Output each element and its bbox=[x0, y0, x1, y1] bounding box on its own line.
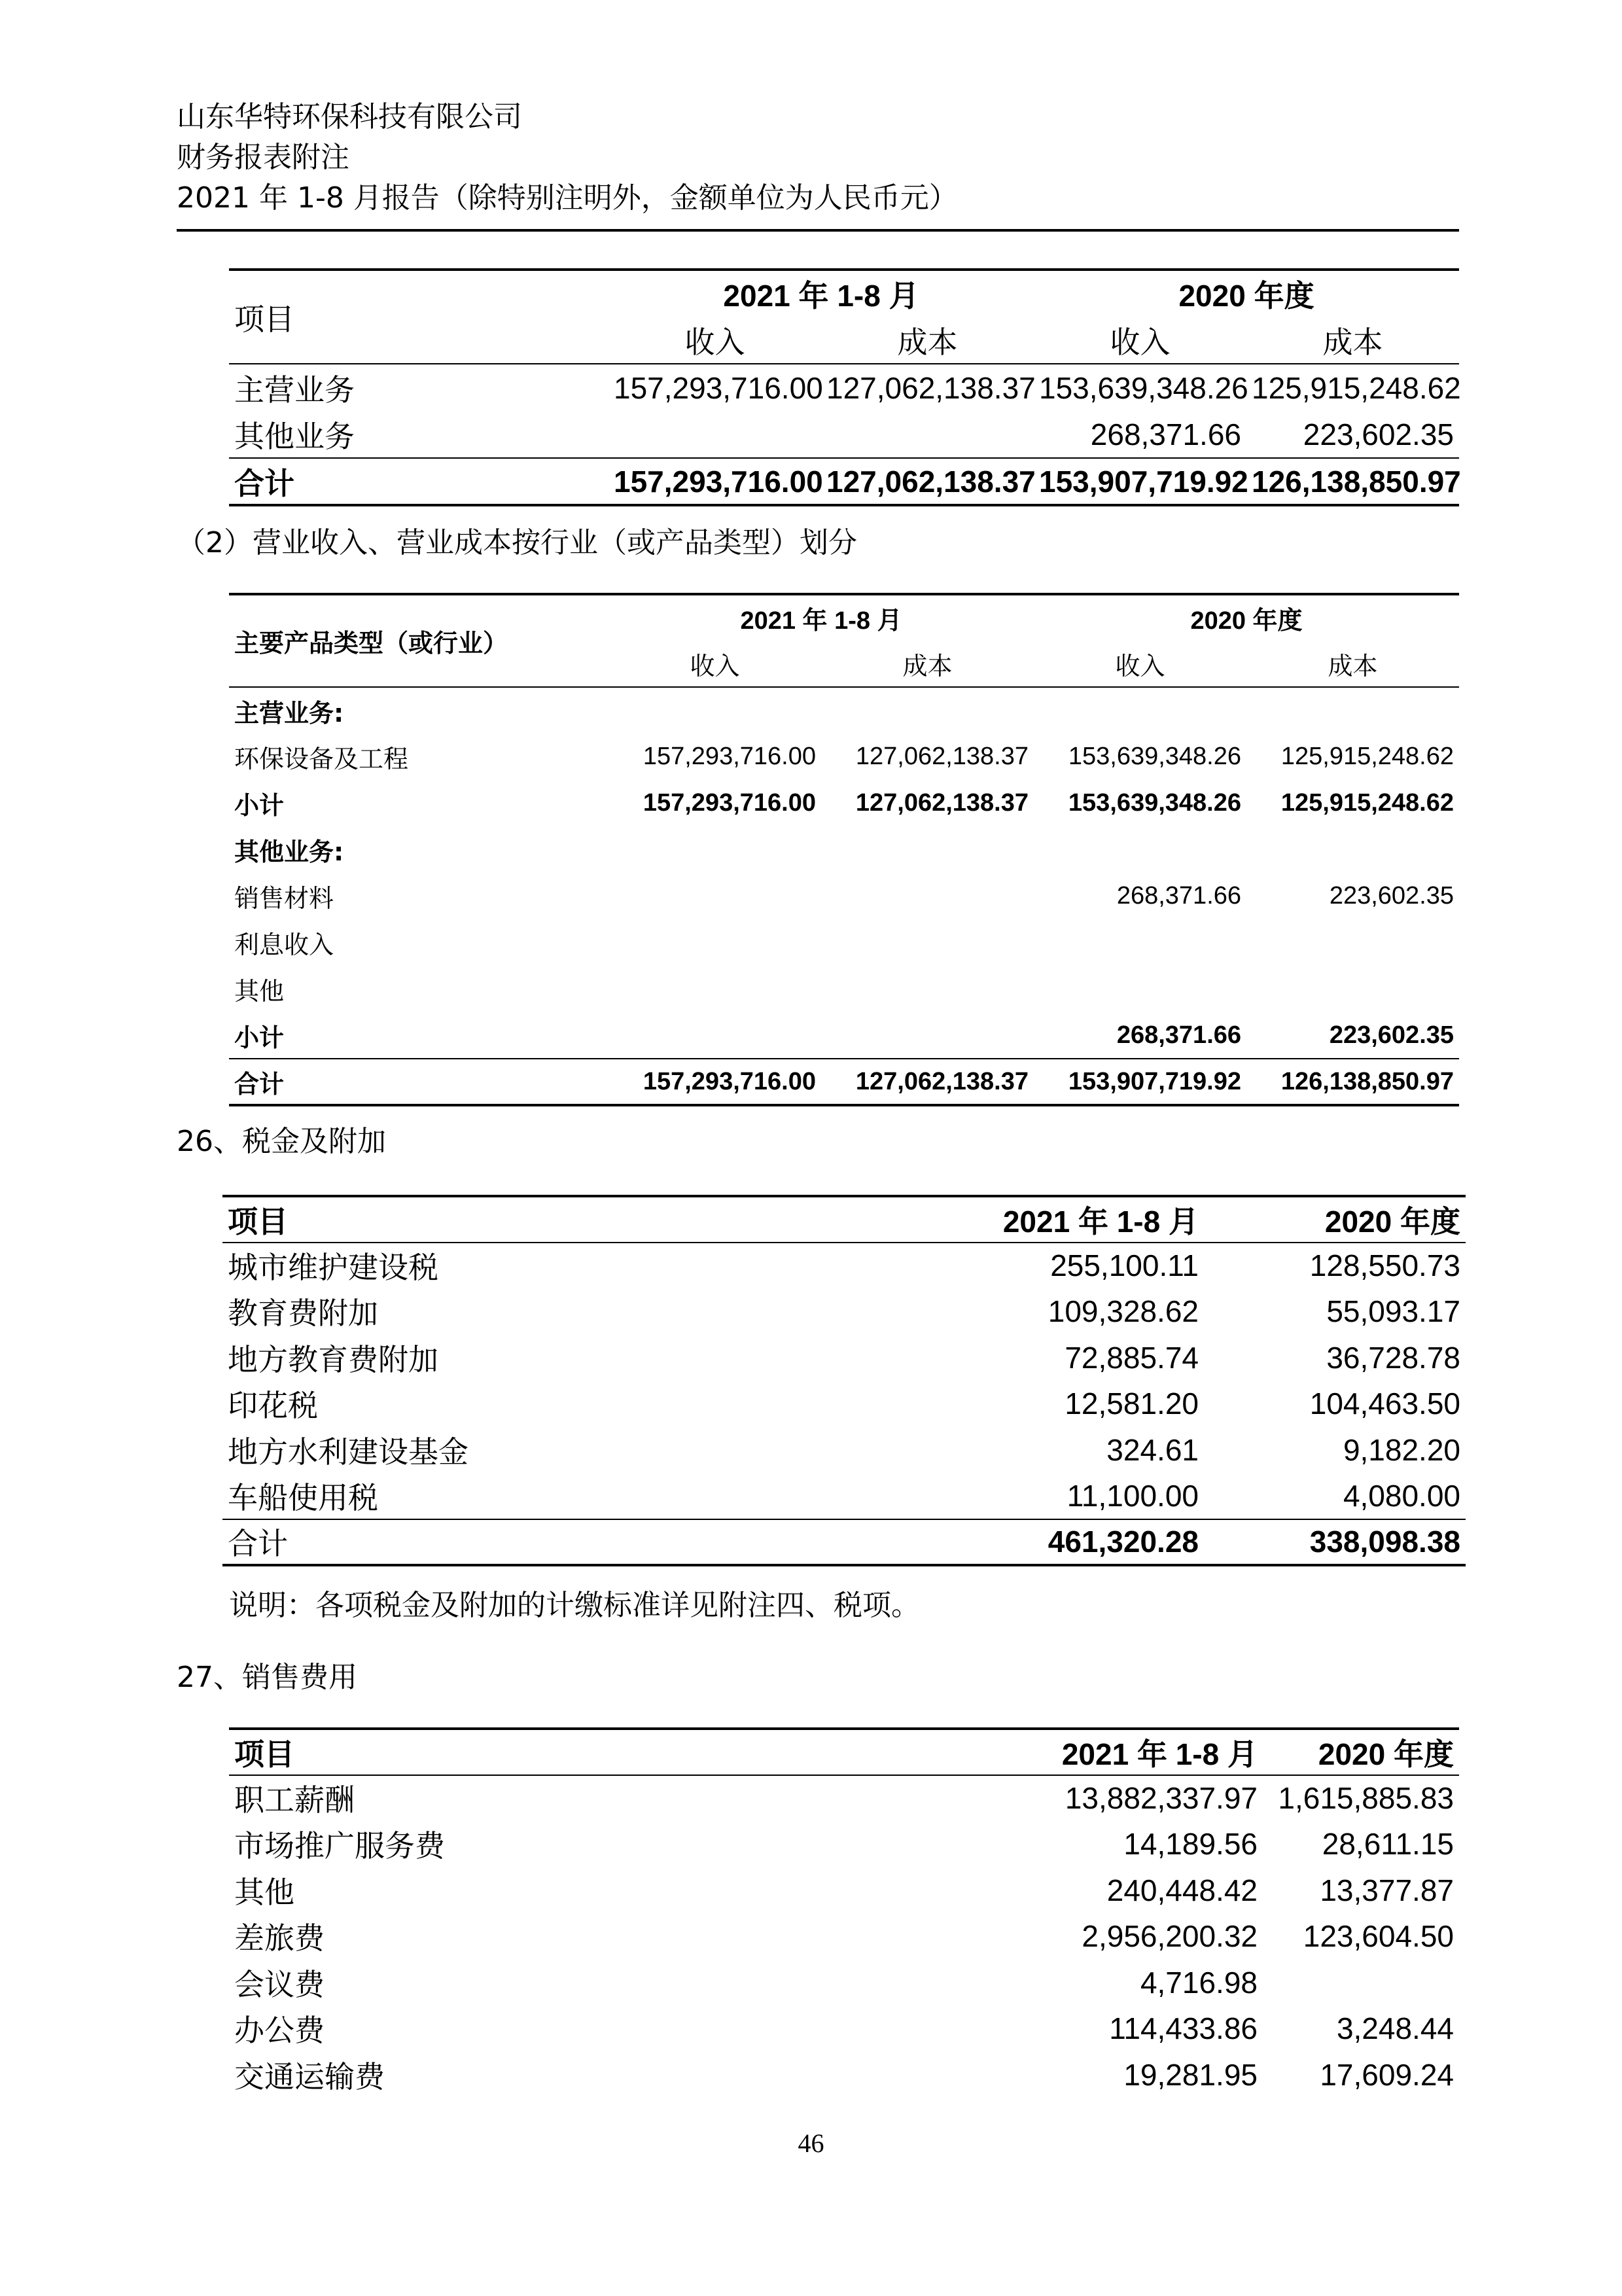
cell-value bbox=[608, 411, 821, 458]
cell-value: 19,281.95 bbox=[1123, 2057, 1258, 2092]
item-header: 项目 bbox=[229, 270, 608, 364]
page-number: 46 bbox=[798, 2128, 824, 2158]
cost-header: 成本 bbox=[1328, 651, 1378, 680]
cell-value: 1,615,885.83 bbox=[1278, 1781, 1454, 1816]
table-row bbox=[222, 1243, 1466, 1289]
cell-value: 223,602.35 bbox=[1303, 417, 1455, 451]
group-row bbox=[229, 826, 1459, 873]
cell-value bbox=[821, 1012, 1034, 1059]
period2-header: 2020 年度 bbox=[1190, 607, 1303, 635]
table-row bbox=[229, 364, 1459, 411]
section-title: 26、税金及附加 bbox=[177, 1125, 386, 1158]
cell-value: 9,182.20 bbox=[1343, 1432, 1460, 1467]
cell-value: 223,602.35 bbox=[1329, 1021, 1455, 1049]
row-label: 合计 bbox=[234, 465, 294, 501]
cell-value: 4,716.98 bbox=[1140, 1965, 1258, 2000]
row-label: 会议费 bbox=[234, 1966, 325, 2002]
cell-value: 127,062,138.37 bbox=[855, 789, 1029, 817]
cell-value: 114,433.86 bbox=[1109, 2011, 1258, 2046]
selling-expenses-table bbox=[229, 1727, 1459, 2098]
cell-value: 157,293,716.00 bbox=[643, 789, 816, 817]
taxes-surcharges-table bbox=[222, 1195, 1466, 1566]
table-row bbox=[222, 1381, 1466, 1427]
company-name: 山东华特环保科技有限公司 bbox=[177, 100, 522, 133]
cell-value: 36,728.78 bbox=[1326, 1340, 1460, 1375]
cell-value: 127,062,138.37 bbox=[826, 464, 1036, 499]
cell-value: 109,328.62 bbox=[1048, 1294, 1199, 1329]
section-title: （2）营业收入、营业成本按行业（或产品类型）划分 bbox=[177, 526, 857, 559]
row-label: 差旅费 bbox=[234, 1920, 325, 1956]
item-header: 主要产品类型（或行业） bbox=[229, 594, 608, 687]
period2-header: 2020 年度 bbox=[1178, 279, 1314, 313]
cell-value bbox=[1034, 966, 1246, 1012]
row-label: 环保设备及工程 bbox=[234, 745, 409, 773]
cell-value: 240,448.42 bbox=[1106, 1873, 1258, 1907]
note-text: 说明：各项税金及附加的计缴标准详见附注四、税项。 bbox=[229, 1589, 920, 1622]
cell-value: 127,062,138.37 bbox=[826, 370, 1036, 405]
subtotal-row bbox=[229, 1012, 1459, 1059]
cell-value: 324.61 bbox=[1106, 1432, 1199, 1467]
row-label: 小计 bbox=[234, 791, 285, 820]
row-label: 其他业务 bbox=[234, 418, 355, 454]
total-row bbox=[222, 1519, 1466, 1566]
row-label: 教育费附加 bbox=[228, 1296, 378, 1332]
row-label: 车船使用税 bbox=[228, 1479, 378, 1515]
row-label: 印花税 bbox=[228, 1388, 318, 1424]
cell-value: 14,189.56 bbox=[1123, 1827, 1258, 1862]
cell-value: 157,293,716.00 bbox=[614, 370, 823, 405]
row-label: 其他 bbox=[234, 1874, 294, 1910]
cell-value bbox=[1034, 919, 1246, 966]
row-label: 办公费 bbox=[234, 2013, 325, 2049]
period1-header: 2021 年 1-8 月 bbox=[1061, 1737, 1258, 1771]
revenue-header: 收入 bbox=[1115, 651, 1165, 680]
revenue-header: 收入 bbox=[684, 324, 745, 360]
cell-value bbox=[821, 411, 1034, 458]
doc-title: 财务报表附注 bbox=[177, 141, 349, 174]
cell-value: 157,293,716.00 bbox=[643, 1067, 816, 1095]
cost-header: 成本 bbox=[1322, 324, 1383, 360]
table-row bbox=[222, 1288, 1466, 1335]
cell-value: 125,915,248.62 bbox=[1280, 789, 1455, 817]
cell-value: 13,377.87 bbox=[1320, 1873, 1454, 1907]
cell-value: 127,062,138.37 bbox=[855, 743, 1029, 770]
table-row bbox=[229, 2052, 1459, 2098]
cell-value bbox=[821, 966, 1034, 1012]
table-row bbox=[229, 1960, 1459, 2006]
cell-value: 126,138,850.97 bbox=[1252, 464, 1461, 499]
section-title: 27、销售费用 bbox=[177, 1661, 357, 1694]
row-label: 市场推广服务费 bbox=[234, 1828, 445, 1864]
cell-value: 268,371.66 bbox=[1116, 882, 1242, 910]
cell-value: 13,882,337.97 bbox=[1065, 1781, 1258, 1816]
cost-header: 成本 bbox=[902, 651, 953, 680]
row-label: 地方教育费附加 bbox=[228, 1341, 438, 1377]
cell-value: 268,371.66 bbox=[1090, 417, 1242, 451]
cell-value: 153,639,348.26 bbox=[1039, 370, 1248, 405]
cell-value: 17,609.24 bbox=[1320, 2057, 1454, 2092]
cell-value: 55,093.17 bbox=[1326, 1294, 1460, 1329]
cell-value bbox=[821, 919, 1034, 966]
group-label: 主营业务: bbox=[234, 698, 344, 728]
cell-value: 2,956,200.32 bbox=[1082, 1919, 1258, 1954]
cell-value bbox=[1246, 966, 1459, 1012]
table-row bbox=[222, 1335, 1466, 1381]
total-row bbox=[229, 1059, 1459, 1105]
table-row bbox=[229, 2005, 1459, 2052]
row-label: 小计 bbox=[234, 1023, 285, 1052]
cell-value: 3,248.44 bbox=[1336, 2011, 1454, 2046]
row-label: 其他 bbox=[234, 977, 285, 1006]
cell-value: 223,602.35 bbox=[1329, 882, 1455, 910]
cell-value bbox=[821, 873, 1034, 919]
cell-value: 72,885.74 bbox=[1065, 1340, 1199, 1375]
row-label: 合计 bbox=[228, 1526, 288, 1562]
period1-header: 2021 年 1-8 月 bbox=[740, 607, 902, 635]
period2-header: 2020 年度 bbox=[1324, 1204, 1460, 1239]
table-row bbox=[229, 1821, 1459, 1867]
revenue-cost-summary-table bbox=[229, 268, 1459, 506]
period1-header: 2021 年 1-8 月 bbox=[723, 279, 919, 313]
subtotal-row bbox=[229, 780, 1459, 826]
table-row bbox=[229, 733, 1459, 780]
cell-value: 268,371.66 bbox=[1116, 1021, 1242, 1049]
revenue-header: 收入 bbox=[1110, 324, 1171, 360]
group-row bbox=[229, 687, 1459, 733]
table-row bbox=[222, 1473, 1466, 1519]
row-label: 主营业务 bbox=[234, 372, 355, 408]
cell-value: 126,138,850.97 bbox=[1280, 1067, 1455, 1095]
cell-value: 255,100.11 bbox=[1050, 1248, 1199, 1283]
cell-value: 153,907,719.92 bbox=[1068, 1067, 1242, 1095]
cell-value: 153,907,719.92 bbox=[1039, 464, 1248, 499]
table-row bbox=[229, 1913, 1459, 1960]
row-label: 交通运输费 bbox=[234, 2058, 385, 2094]
row-label: 销售材料 bbox=[234, 884, 334, 913]
cell-value: 4,080.00 bbox=[1343, 1478, 1460, 1513]
report-period: 2021 年 1-8 月报告（除特别注明外，金额单位为人民币元） bbox=[177, 181, 958, 215]
row-label: 利息收入 bbox=[234, 930, 334, 959]
cell-value: 125,915,248.62 bbox=[1252, 370, 1461, 405]
header-rule bbox=[177, 229, 1459, 232]
table-row bbox=[229, 1867, 1459, 1914]
revenue-header: 收入 bbox=[690, 651, 740, 680]
table-row bbox=[229, 1775, 1459, 1822]
cell-value: 157,293,716.00 bbox=[614, 464, 823, 499]
cell-value: 11,100.00 bbox=[1067, 1478, 1199, 1513]
cell-value: 123,604.50 bbox=[1303, 1919, 1454, 1954]
total-row bbox=[229, 458, 1459, 505]
cell-value: 338,098.38 bbox=[1309, 1525, 1460, 1559]
cell-value: 28,611.15 bbox=[1322, 1827, 1454, 1862]
cell-value bbox=[1263, 1960, 1459, 2006]
cost-header: 成本 bbox=[897, 324, 958, 360]
row-label: 城市维护建设税 bbox=[228, 1250, 438, 1286]
cell-value bbox=[608, 873, 821, 919]
cell-value bbox=[1246, 919, 1459, 966]
period1-header: 2021 年 1-8 月 bbox=[1002, 1204, 1199, 1239]
row-label: 合计 bbox=[234, 1069, 285, 1099]
row-label: 职工薪酬 bbox=[234, 1782, 355, 1818]
item-header: 项目 bbox=[234, 1736, 294, 1772]
group-label: 其他业务: bbox=[234, 838, 344, 866]
row-label: 地方水利建设基金 bbox=[228, 1434, 468, 1470]
cell-value: 153,639,348.26 bbox=[1068, 789, 1242, 817]
cell-value: 127,062,138.37 bbox=[855, 1067, 1029, 1095]
period2-header: 2020 年度 bbox=[1318, 1737, 1454, 1771]
table-row bbox=[222, 1427, 1466, 1474]
cell-value bbox=[608, 919, 821, 966]
cell-value: 12,581.20 bbox=[1065, 1386, 1199, 1421]
table-row bbox=[229, 411, 1459, 458]
table-row bbox=[229, 966, 1459, 1012]
table-row bbox=[229, 919, 1459, 966]
item-header: 项目 bbox=[228, 1203, 288, 1239]
cell-value: 125,915,248.62 bbox=[1280, 743, 1455, 770]
revenue-by-product-table bbox=[229, 593, 1459, 1106]
cell-value: 461,320.28 bbox=[1048, 1525, 1199, 1559]
cell-value bbox=[608, 966, 821, 1012]
cell-value: 128,550.73 bbox=[1309, 1248, 1460, 1283]
cell-value: 104,463.50 bbox=[1309, 1386, 1460, 1421]
table-row bbox=[229, 873, 1459, 919]
cell-value: 157,293,716.00 bbox=[643, 743, 816, 770]
cell-value: 153,639,348.26 bbox=[1068, 743, 1242, 770]
cell-value bbox=[608, 1012, 821, 1059]
